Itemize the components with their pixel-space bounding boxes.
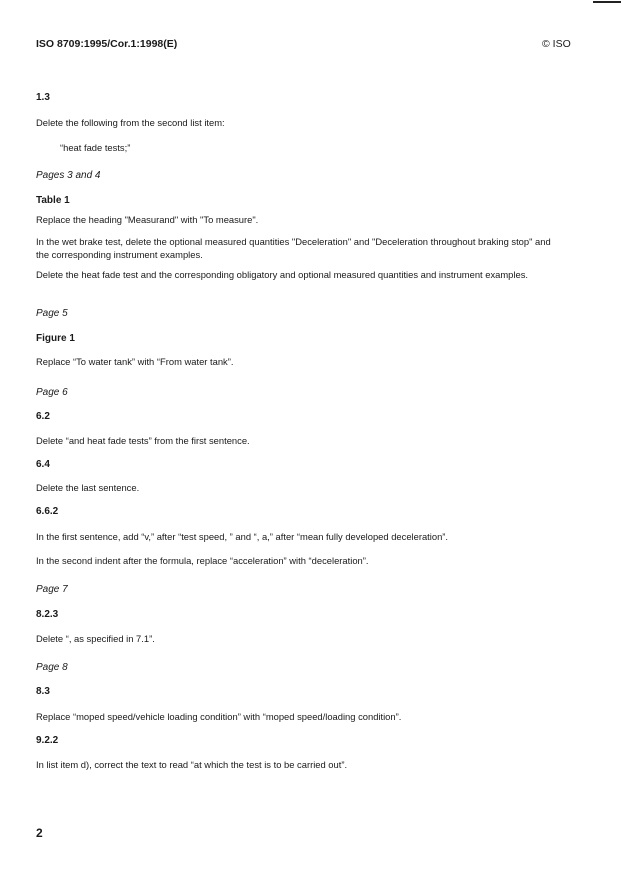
figure-1-heading: Figure 1	[36, 333, 75, 344]
page-ref-8: Page 8	[36, 662, 68, 673]
figure-1-text: Replace “To water tank” with “From water tank”.	[36, 356, 234, 367]
clause-6-6-2-text-2: In the second indent after the formula, replace “acceleration” with “deceleration”.	[36, 555, 369, 566]
page-ref-5: Page 5	[36, 308, 68, 319]
clause-8-2-3-text: Delete “, as specified in 7.1”.	[36, 633, 155, 644]
clause-heading-6-4: 6.4	[36, 459, 50, 470]
clause-heading-8-3: 8.3	[36, 686, 50, 697]
scan-edge-line	[593, 1, 621, 3]
page-ref-3-4: Pages 3 and 4	[36, 170, 101, 181]
clause-heading-6-6-2: 6.6.2	[36, 506, 59, 517]
page-ref-6: Page 6	[36, 387, 68, 398]
page-ref-7: Page 7	[36, 584, 68, 595]
clause-6-6-2-text-1: In the first sentence, add “v,” after “test speed, ” and “, a,” after “mean fully developed deceleration”.	[36, 531, 449, 542]
table-1-text-2: In the wet brake test, delete the optional measured quantities "Deceleration" and "Deceleration throughout braking stop" and the corresponding instrument examples.	[36, 236, 551, 260]
clause-6-2-text: Delete “and heat fade tests” from the first sentence.	[36, 435, 250, 446]
clause-8-3-text: Replace “moped speed/vehicle loading condition” with “moped speed/loading condition”.	[36, 711, 402, 722]
clause-1-3-text: Delete the following from the second list item:	[36, 117, 225, 128]
table-1-text-1: Replace the heading "Measurand" with "To measure".	[36, 214, 259, 225]
clause-heading-8-2-3: 8.2.3	[36, 609, 59, 620]
clause-9-2-2-text: In list item d), correct the text to read “at which the test is to be carried out”.	[36, 759, 348, 770]
clause-heading-6-2: 6.2	[36, 411, 50, 422]
page-number: 2	[36, 826, 43, 840]
clause-1-3-quote: “heat fade tests;”	[60, 142, 131, 153]
table-1-heading: Table 1	[36, 195, 70, 206]
standard-designation: ISO 8709:1995/Cor.1:1998(E)	[36, 38, 178, 50]
clause-heading-9-2-2: 9.2.2	[36, 735, 59, 746]
clause-heading-1-3: 1.3	[36, 92, 50, 103]
table-1-text-3: Delete the heat fade test and the corresponding obligatory and optional measured quantities and instrument examples.	[36, 269, 528, 280]
copyright-notice: © ISO	[542, 38, 571, 50]
clause-6-4-text: Delete the last sentence.	[36, 482, 140, 493]
